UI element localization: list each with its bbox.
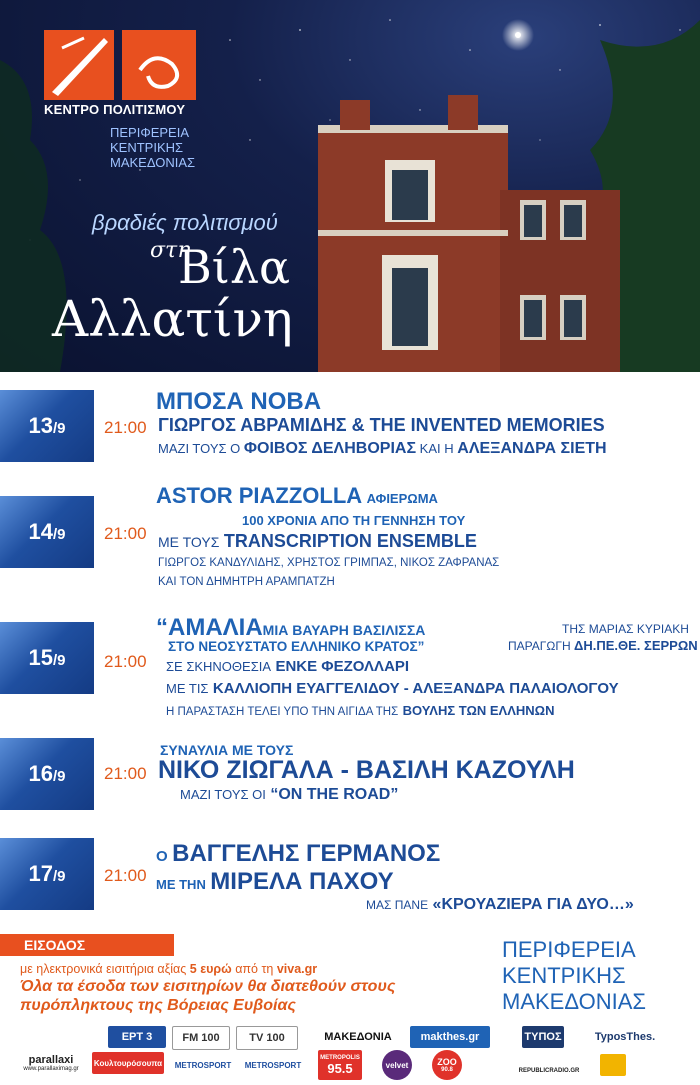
event-guests [158,440,607,458]
date-badge [0,622,94,694]
ticket-site-link[interactable]: viva.gr [276,962,318,976]
event-title: ΝΙΚΟ ΖΙΩΓΑΛΑ - ΒΑΣΙΛΗ ΚΑΖΟΥΛΗ [158,756,575,784]
velvet-logo: velvet [382,1050,412,1080]
title-rest: ΜΙΑ ΒΑΥΑΡΗ ΒΑΣΙΛΙΣΣΑ [262,622,426,638]
region-logo-line: ΚΕΝΤΡΙΚΗΣ [502,963,626,988]
director-name: ΕΝΚΕ ΦΕΖΟΛΛΑΡΙ [275,658,410,675]
date-badge [0,390,94,462]
title-main: ASTOR PIAZZOLLA [156,483,363,508]
text: με ηλεκτρονικά εισιτήρια αξίας [20,962,187,976]
event-13-9 [0,386,700,466]
text: ΠΑΡΑΓΩΓΗ [508,639,571,653]
title-allatini: Αλλατίνη [52,290,293,348]
date-month: /9 [52,767,66,785]
title-suffix: ΑΦΙΕΡΩΜΑ [366,491,438,506]
fm100-logo: FM 100 [172,1026,230,1050]
date-day: 17 [28,861,53,886]
radio-logo [600,1054,626,1076]
entry-label: ΕΙΣΟΔΟΣ [0,934,174,956]
region-logo-line: ΠΕΡΙΦΕΡΕΙΑ [502,937,636,962]
region-logo [502,937,646,1015]
event-members-extra: ΚΑΙ ΤΟΝ ΔΗΜΗΤΡΗ ΑΡΑΜΠΑΤΖΗ [158,576,335,588]
event-time: 21:00 [104,764,147,783]
text: από τη [235,962,274,976]
title-prefix: στη [150,238,191,263]
event-15-9 [0,612,700,722]
ensemble-name: TRANSCRIPTION ENSEMBLE [223,531,477,551]
artist-name: ΒΑΓΓΕΛΗΣ ΓΕΡΜΑΝΟΣ [172,840,441,867]
date-day: 14 [28,519,53,544]
ert3-logo: ΕΡΤ 3 [108,1026,166,1048]
logo-region-line: ΜΑΚΕΔΟΝΙΑΣ [110,155,196,170]
aegis-name: ΒΟΥΛΗΣ ΤΩΝ ΕΛΛΗΝΩΝ [402,703,555,718]
text: Ο [156,848,168,865]
guest-name: “ON THE ROAD” [270,786,399,803]
event-cast [166,680,619,698]
event-ensemble [158,531,477,552]
date-badge [0,838,94,910]
republic-radio-logo: REPUBLICRADIO.GR [518,1068,580,1074]
makthes-logo: makthes.gr [410,1026,490,1048]
logo-region [110,125,195,170]
typosthes-logo: TyposThes. [580,1026,670,1048]
event-production [508,638,698,653]
artist-name: ΜΙΡΕΛΑ ΠΑΧΟΥ [210,868,394,895]
logo-region-line: ΚΕΝΤΡΙΚΗΣ [110,140,184,155]
event-subtitle: 100 ΧΡΟΝΙΑ ΑΠΟ ΤΗ ΓΕΝΝΗΣΗ ΤΟΥ [242,513,466,528]
guest-name: ΦΟΙΒΟΣ ΔΕΛΗΒΟΡΙΑΣ [243,440,417,457]
date-day: 13 [28,413,53,438]
region-logo-line: ΜΑΚΕΔΟΝΙΑΣ [502,989,646,1014]
text: ΜΕ ΤΙΣ [166,681,209,696]
text: 95.5 [327,1060,353,1076]
event-time: 21:00 [104,418,147,437]
metrosport-logo: METROSPORT [174,1060,232,1070]
event-title [156,483,438,509]
logo-org-name: ΚΕΝΤΡΟ ΠΟΛΙΤΙΣΜΟΥ [44,102,186,117]
koutouro-logo: Κουλτουρόσουπα [92,1052,164,1074]
date-badge [0,738,94,810]
event-guests [180,786,398,804]
event-performers: ΓΙΩΡΓΟΣ ΑΒΡΑΜΙΔΗΣ & THE INVENTED MEMORIES [158,415,605,435]
event-line1 [156,840,440,868]
tv100-logo: TV 100 [236,1026,298,1050]
event-title-line2: ΣΤΟ ΝΕΟΣΥΣΤΑΤΟ ΕΛΛΗΝΙΚΟ ΚΡΑΤΟΣ” [168,639,425,654]
text: www.parallaximag.gr [23,1066,79,1072]
event-14-9 [0,482,700,592]
event-time: 21:00 [104,652,147,671]
ticket-price: 5 ευρώ [189,962,232,976]
parallaxi-logo [16,1050,86,1076]
makedonia-logo: ΜΑΚΕΔΟΝΙΑ [312,1026,404,1048]
text: ZOO [437,1057,457,1067]
date-badge [0,496,94,568]
tagline: βραδιές πολιτισμού [92,210,278,235]
event-pre: ΣΥΝΑΥΛΙΑ ΜΕ ΤΟΥΣ [160,742,294,758]
date-month: /9 [52,867,66,885]
date-month: /9 [52,651,66,669]
cast-names: ΚΑΛΛΙΟΠΗ ΕΥΑΓΓΕΛΙΔΟΥ - ΑΛΕΞΑΝΔΡΑ ΠΑΛΑΙΟΛΟΓΟΥ [212,680,619,697]
text: parallaxi [28,1054,74,1066]
typos-logo: ΤΥΠΟΣ [522,1026,564,1048]
event-director [166,658,409,676]
text: ΜΑΖΙ ΤΟΥΣ Ο [158,441,241,456]
text: METROPOLIS [320,1054,360,1061]
hero-banner [0,0,700,372]
show-name: «ΚΡΟΥΑΖΙΕΡΑ ΓΙΑ ΔΥΟ…» [432,896,634,913]
text: ΣΕ ΣΚΗΝΟΘΕΣΙΑ [166,659,272,674]
event-17-9 [0,838,700,920]
text: 90.8 [441,1067,453,1073]
text: Η ΠΑΡΑΣΤΑΣΗ ΤΕΛΕΙ ΥΠΟ ΤΗΝ ΑΙΓΙΔΑ ΤΗΣ [166,706,399,718]
title-main: “ΑΜΑΛΙΑ [156,614,263,641]
metropolis-logo [318,1050,362,1080]
text: ΜΕ ΤΟΥΣ [158,534,220,550]
guest-name: ΑΛΕΞΑΝΔΡΑ ΣΙΕΤΗ [457,440,607,457]
text: ΚΑΙ Η [419,441,454,456]
event-title [156,614,425,642]
date-day: 15 [28,645,53,670]
text: ΜΑΣ ΠΑΝΕ [366,898,429,912]
event-line2 [156,868,394,896]
event-aegis [166,702,554,720]
kentro-politismou-logo [44,30,196,100]
date-month: /9 [52,525,66,543]
date-month: /9 [52,419,66,437]
entry-note-line2: πυρόπληκτους της Βόρειας Ευβοίας [20,997,296,1014]
event-line3 [366,896,634,914]
event-16-9 [0,738,700,818]
production-name: ΔΗ.ΠΕ.ΘΕ. ΣΕΡΡΩΝ [574,638,698,653]
title-villa: Βίλα [178,240,291,294]
event-time: 21:00 [104,524,147,543]
zoo-logo [432,1050,462,1080]
event-author: ΤΗΣ ΜΑΡΙΑΣ ΚΥΡΙΑΚΗ [562,622,689,636]
event-title: ΜΠΟΣΑ ΝΟΒΑ [156,388,322,415]
metrosport2-logo: METROSPORT [244,1060,302,1070]
logo-region-line: ΠΕΡΙΦΕΡΕΙΑ [110,125,190,140]
text: ΜΑΖΙ ΤΟΥΣ ΟΙ [180,787,266,802]
entry-note-line1: Όλα τα έσοδα των εισιτηρίων θα διατεθούν στους [20,978,396,995]
text: ΜΕ ΤΗΝ [156,877,206,892]
event-time: 21:00 [104,866,147,885]
sponsor-strip [0,1020,700,1085]
date-day: 16 [28,761,53,786]
entry-ticket-info [20,962,317,976]
event-members: ΓΙΩΡΓΟΣ ΚΑΝΔΥΛΙΔΗΣ, ΧΡΗΣΤΟΣ ΓΡΙΜΠΑΣ, ΝΙΚΟΣ ΖΑΦΡΑΝΑΣ [158,557,500,569]
